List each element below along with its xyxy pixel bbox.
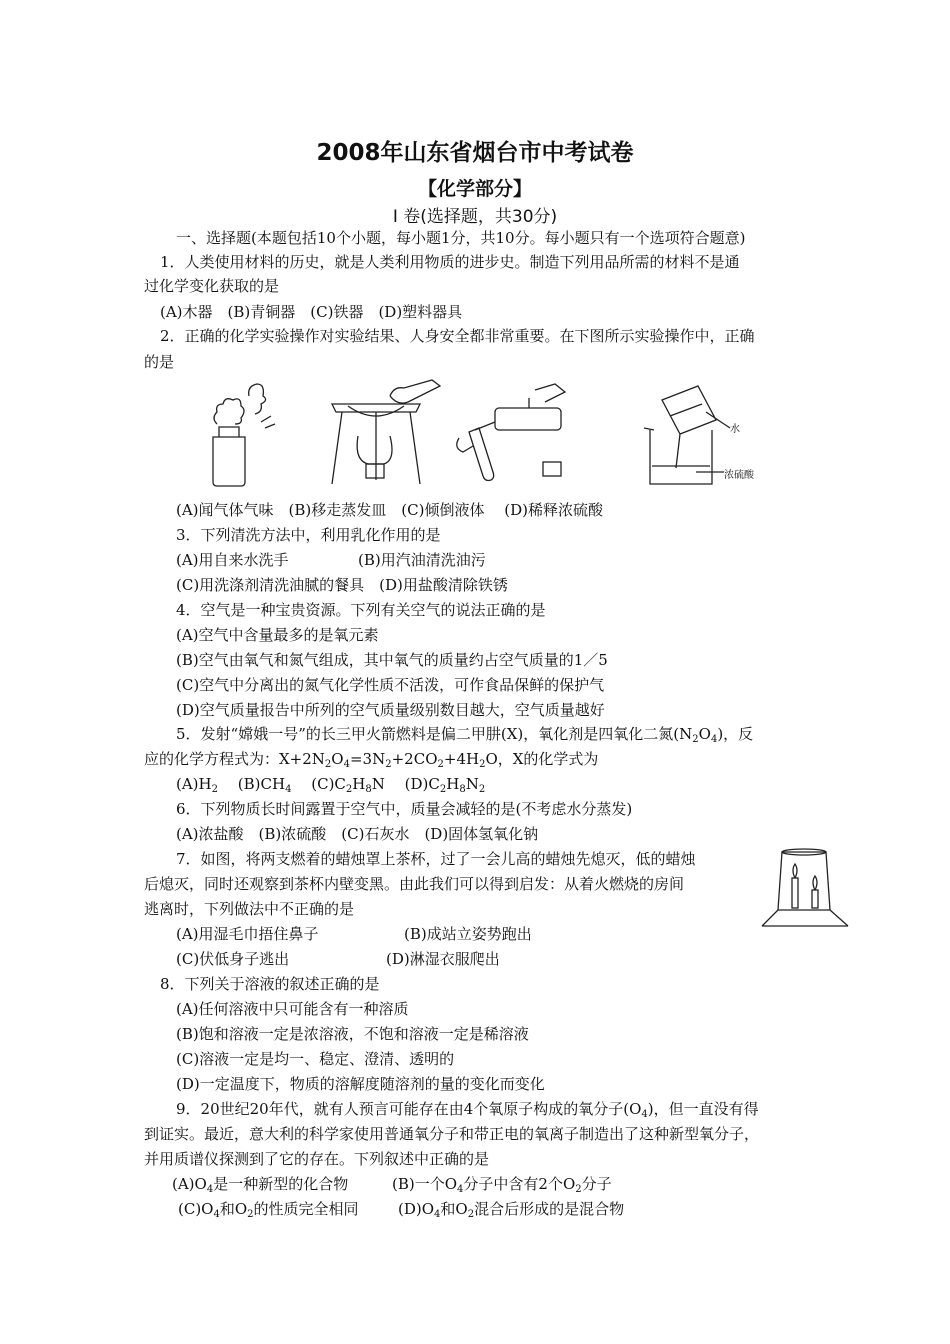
q1-stem-2: 过化学变化获取的是	[144, 277, 280, 295]
q1-stem-1: 1．人类使用材料的历史，就是人类利用物质的进步史。制造下列用品所需的材料不是通	[160, 253, 740, 271]
q7-option-a: (A)用湿毛巾捂住鼻子	[176, 925, 319, 943]
q9-option-c: $(C)O_4$和$O_2$的性质完全相同	[178, 1200, 359, 1220]
label-water: 水	[730, 424, 740, 435]
q7-option-b: (B)成站立姿势跑出	[404, 925, 532, 943]
q3-option-a: (A)用自来水洗手	[176, 551, 289, 569]
q6-stem: 6．下列物质长时间露置于空气中，质量会减轻的是(不考虑水分蒸发)	[176, 800, 633, 818]
q8-option-b: (B)饱和溶液一定是浓溶液，不饱和溶液一定是稀溶液	[176, 1025, 529, 1043]
q8-option-c: (C)溶液一定是均一、稳定、澄清、透明的	[176, 1050, 455, 1068]
q4-option-c: (C)空气中分离出的氮气化学性质不活泼，可作食品保鲜的保护气	[176, 676, 605, 694]
figure-evaporating-dish	[328, 376, 446, 488]
q4-option-b: (B)空气由氧气和氮气组成，其中氧气的质量约占空气质量的1／5	[176, 651, 608, 669]
q7-stem-3: 逃离时，下列做法中不正确的是	[144, 900, 355, 918]
label-concentrated-acid: 浓硫酸	[724, 470, 754, 481]
q7-stem-2: 后熄灭，同时还观察到茶杯内壁变黑。由此我们可以得到启发：从着火燃烧的房间	[144, 875, 685, 893]
q7-option-c: (C)伏低身子逃出	[176, 950, 290, 968]
page-title: 2008年山东省烟台市中考试卷	[316, 140, 634, 166]
figure-pour-liquid	[455, 378, 575, 490]
q2-options: (A)闻气体气味 (B)移走蒸发皿 (C)倾倒液体 (D)稀释浓硫酸	[176, 501, 603, 519]
q9-option-d: $(D)O_4$和$O_2$混合后形成的是混合物	[398, 1200, 625, 1220]
figure-smell-gas	[205, 382, 285, 492]
part-heading: Ⅰ 卷(选择题，共30分)	[392, 207, 558, 227]
figure-candles-under-cup	[760, 848, 850, 930]
q9-stem-2: 到证实。最近，意大利的科学家使用普通氧分子和带正电的氧离子制造出了这种新型氧分子，	[144, 1125, 760, 1143]
q6-options: (A)浓盐酸 (B)浓硫酸 (C)石灰水 (D)固体氢氧化钠	[176, 825, 539, 843]
q3-stem: 3．下列清洗方法中，利用乳化作用的是	[176, 526, 441, 544]
q1-options: (A)木器 (B)青铜器 (C)铁器 (D)塑料器具	[160, 303, 463, 321]
q7-stem-1: 7．如图，将两支燃着的蜡烛罩上茶杯，过了一会儿高的蜡烛先熄灭，低的蜡烛	[176, 850, 696, 868]
section-subtitle: 【化学部分】	[417, 178, 532, 200]
q5-stem-2: 应的化学方程式为：$X+2N_2O_4=3N_2+2CO_2+4H_2O$，X的化学式为	[144, 750, 599, 770]
q9-stem-1: 9．20世纪20年代，就有人预言可能存在由4个氧原子构成的氧分子$(O_4)$，但一直没有得	[176, 1100, 759, 1120]
q8-option-a: (A)任何溶液中只可能含有一种溶质	[176, 1000, 409, 1018]
q4-stem: 4．空气是一种宝贵资源。下列有关空气的说法正确的是	[176, 601, 546, 619]
q4-option-d: (D)空气质量报告中所列的空气质量级别数目越大，空气质量越好	[176, 701, 605, 719]
q5-stem-1: 5．发射“嫦娥一号”的长三甲火箭燃料是偏二甲肼(X)，氧化剂是四氧化二氮$(N_2O_4)$，反	[176, 725, 754, 745]
q3-option-b: (B)用汽油清洗油污	[358, 551, 486, 569]
q8-stem: 8．下列关于溶液的叙述正确的是	[160, 975, 380, 993]
instruction: 一、选择题(本题包括10个小题，每小题1分，共10分。每小题只有一个选项符合题意)	[176, 229, 746, 247]
q7-option-d: (D)淋湿衣服爬出	[386, 950, 500, 968]
q9-option-b: (B)一个$O_4$分子中含有2个$O_2$分子	[392, 1175, 612, 1195]
q4-option-a: (A)空气中含量最多的是氧元素	[176, 626, 379, 644]
q2-stem-1: 2．正确的化学实验操作对实验结果、人身安全都非常重要。在下图所示实验操作中，正确	[160, 327, 755, 345]
q9-option-a: $(A)O_4$是一种新型的化合物	[172, 1175, 349, 1195]
q2-stem-2: 的是	[144, 353, 175, 371]
q5-options: $(A)H_2$ $(B)CH_4$ $(C)C_2H_8N$ $(D)C_2H_8N_2$	[176, 775, 486, 795]
q9-stem-3: 并用质谱仪探测到了它的存在。下列叙述中正确的是	[144, 1150, 490, 1168]
q3-option-cd: (C)用洗涤剂清洗油腻的餐具 (D)用盐酸清除铁锈	[176, 576, 508, 594]
q8-option-d: (D)一定温度下，物质的溶解度随溶剂的量的变化而变化	[176, 1075, 545, 1093]
